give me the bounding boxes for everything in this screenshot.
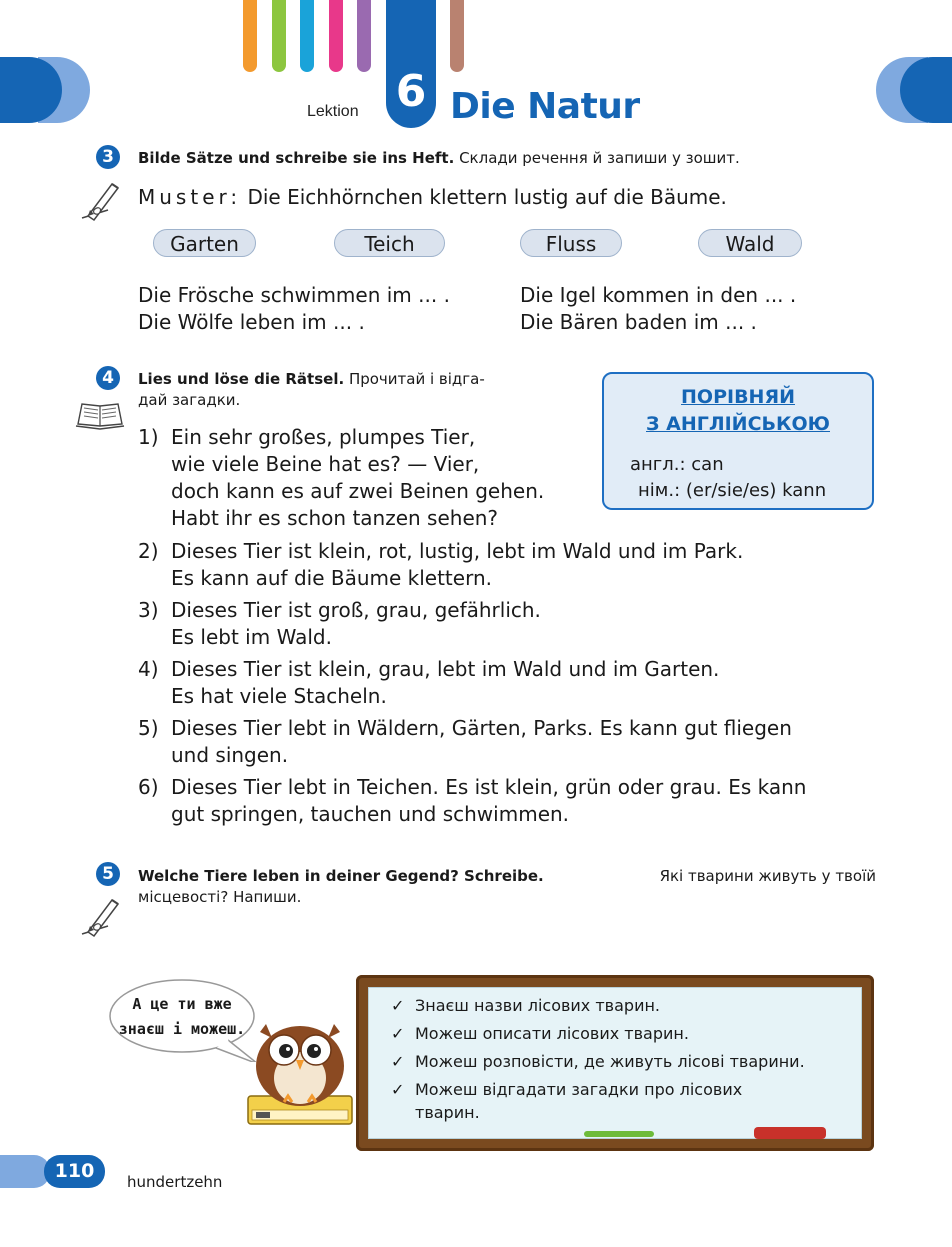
checklist-text: Можеш описати лісових тварин. [415,1024,689,1043]
riddle-line: wie viele Beine hat es? — Vier, [171,452,480,476]
checklist-item-continuation: тварин. [415,1103,480,1122]
chalkboard-surface [368,987,862,1139]
ger-value: (er/sie/es) kann [685,480,827,501]
check-icon: ✓ [391,1024,405,1043]
check-icon: ✓ [391,996,405,1015]
owl-on-book-illustration [244,1010,356,1128]
task-3-instruction [138,148,740,169]
sentence-wolfe: Die Wölfe leben im ... . [138,310,365,334]
task-4-instruction [138,369,485,411]
riddle-line: Dieses Tier ist klein, grau, lebt im Wald und im Garten. [171,657,720,681]
riddle-line: Es kann auf die Bäume klettern. [171,566,492,590]
riddle-number: 1) [138,425,159,449]
riddle-line: Habt ihr es schon tanzen sehen? [171,506,499,530]
checklist-item [391,1023,689,1045]
ger-label: нім.: [638,480,681,501]
riddle-4 [138,656,898,710]
riddle-line: Dieses Tier lebt in Teichen. Es ist klein, grün oder grau. Es kann [171,775,807,799]
speech-bubble-text [112,992,252,1042]
checklist-item [391,995,660,1017]
word-pill-teich: Teich [334,229,445,257]
riddle-line: und singen. [171,743,289,767]
task-5-instruction [138,866,876,908]
task-4-instruction-ua-2: дай загадки. [138,391,241,409]
check-icon: ✓ [391,1052,405,1071]
riddle-2 [138,538,898,592]
task-5-instruction-de: Welche Tiere leben in deiner Gegend? Schreibe. [138,867,544,885]
compare-german-row [638,478,826,504]
riddle-line: doch kann es auf zwei Beinen gehen. [171,479,545,503]
page-number: 110 [54,1160,95,1182]
riddle-number: 3) [138,598,159,622]
compare-title-1: ПОРІВНЯЙ [681,386,795,408]
riddle-line: Es hat viele Stacheln. [171,684,387,708]
task-3-number: 3 [96,145,120,169]
compare-title-2: З АНГЛІЙСЬКОЮ [646,413,830,435]
sentence-frosche: Die Frösche schwimmen im ... . [138,283,450,307]
riddle-number: 2) [138,539,159,563]
riddle-number: 6) [138,775,159,799]
pencil-writing-icon [78,180,122,222]
riddle-line: Dieses Tier ist groß, grau, gefährlich. [171,598,541,622]
riddle-5 [138,715,898,769]
compare-with-english-box [602,372,874,510]
checklist-text: Можеш відгадати загадки про лісових [415,1080,743,1099]
chalk-stick [584,1131,654,1137]
riddle-3 [138,597,898,651]
task-3-instruction-ua: Склади речення й запиши у зошит. [459,149,740,167]
chapter-title: Die Natur [450,86,640,127]
task-4-number: 4 [96,366,120,390]
open-book-icon [74,398,126,430]
eng-label: англ.: [630,454,686,475]
eraser [754,1127,826,1139]
muster-line [138,184,727,211]
sentence-baren: Die Bären baden im ... . [520,310,757,334]
bubble-line-2: знаєш і можеш. [118,1020,246,1038]
riddle-line: Es lebt im Wald. [171,625,332,649]
lektion-label: Lektion [307,103,359,120]
left-page-tab [0,57,90,123]
task-4-instruction-de: Lies und löse die Rätsel. [138,370,345,388]
riddle-line: Dieses Tier lebt in Wäldern, Gärten, Parks. Es kann gut fliegen [171,716,792,740]
task-4-instruction-ua-1: Прочитай і відга- [348,370,485,388]
checklist-text: Знаєш назви лісових тварин. [415,996,661,1015]
muster-text: Die Eichhörnchen klettern lustig auf die Bäume. [247,185,727,209]
riddle-line: gut springen, tauchen und schwimmen. [171,802,570,826]
check-icon: ✓ [391,1080,405,1099]
sentences-left [138,282,450,336]
word-pill-wald: Wald [698,229,802,257]
sentences-right [520,282,796,336]
page-number-word: hundertzehn [127,1173,223,1191]
task-3-instruction-de: Bilde Sätze und schreibe sie ins Heft. [138,149,455,167]
checklist-item [391,1079,742,1101]
sentence-igel: Die Igel kommen in den ... . [520,283,797,307]
task-5-instruction-ua-2: місцевості? Напиши. [138,888,302,906]
pencil-writing-icon [78,896,122,938]
word-pill-fluss: Fluss [520,229,622,257]
bubble-line-1: А це ти вже [132,995,232,1013]
right-page-tab [876,57,952,123]
task-5-instruction-ua-1: Які тварини живуть у твоїй [659,867,876,885]
muster-label: Muster: [138,185,242,209]
riddle-line: Ein sehr großes, plumpes Tier, [171,425,476,449]
riddle-6 [138,774,898,828]
task-5-number: 5 [96,862,120,886]
riddle-line: Dieses Tier ist klein, rot, lustig, lebt im Wald und im Park. [171,539,744,563]
page-number-tab [0,1155,105,1188]
eng-value: can [691,454,724,475]
riddle-number: 5) [138,716,159,740]
summary-chalkboard [356,975,874,1151]
checklist-item [391,1051,805,1073]
checklist-text: Можеш розповісти, де живуть лісові тварини. [415,1052,805,1071]
word-pill-garten: Garten [153,229,256,257]
lektion-number: 6 [395,66,427,117]
riddle-number: 4) [138,657,159,681]
compare-english-row [630,452,724,478]
